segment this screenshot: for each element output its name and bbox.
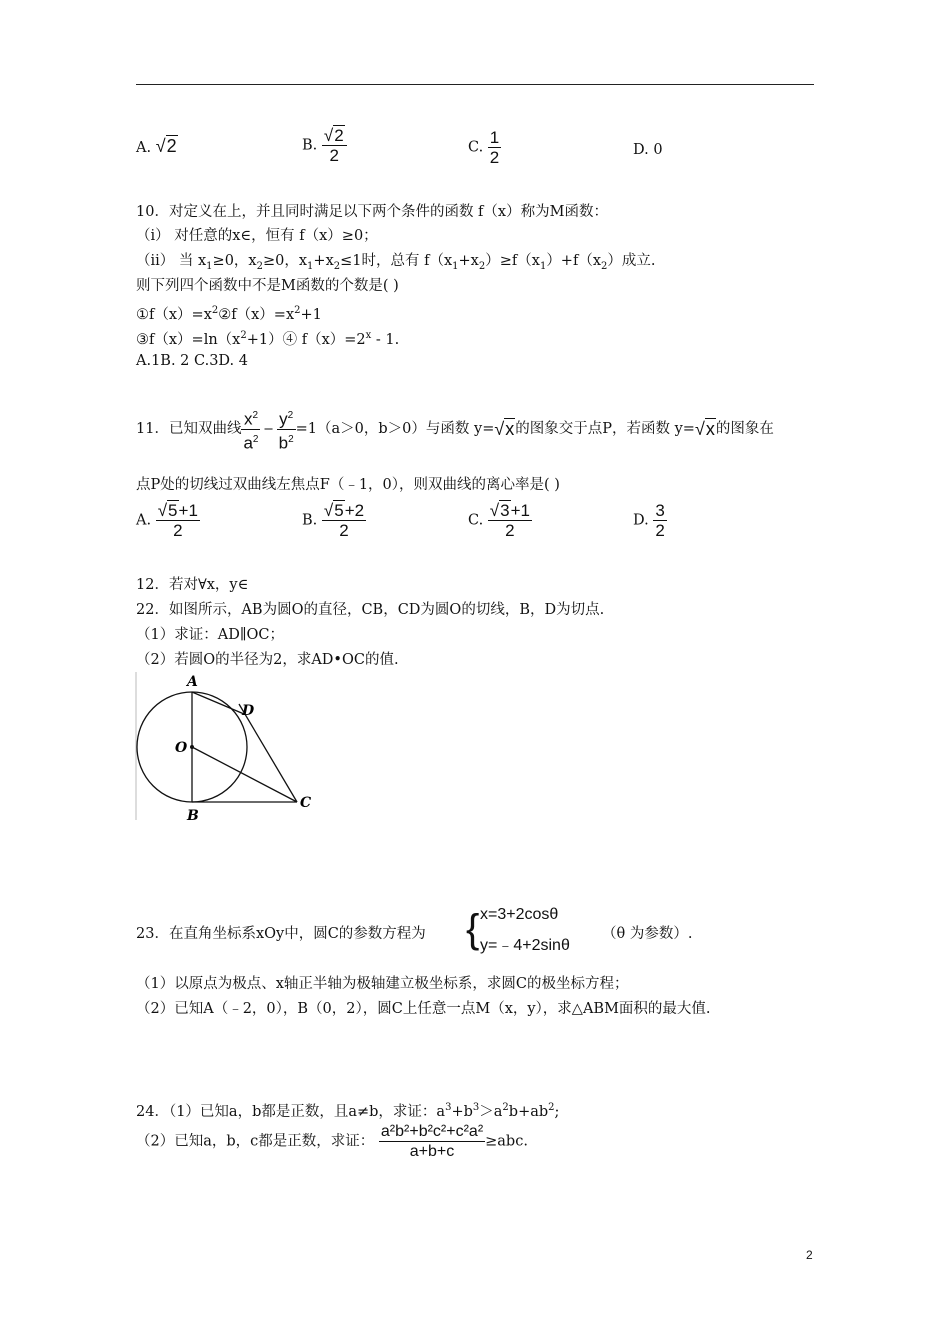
q24-part1: 24．（1）已知a，b都是正数，且a≠b，求证：$a^3+b^3>a^2b+ab^2$; [136,1102,560,1120]
q11-option-b: B. $\frac{√5+2}{2}$ [302,501,365,540]
geometry-figure [135,670,325,825]
q9-option-b: B. $\frac{√2}{2}$ [302,126,347,165]
q23-stem-b: （θ 为参数）. [602,926,693,942]
q23-eq1: x=3+2cosθ [480,906,559,923]
q24-part2: （2）已知a，b，c都是正数，求证： $\frac{\text{a²b²+b²c²+c²a²}}{a+b+c}$ ≥abc. [136,1123,528,1160]
q10-stem: 10．对定义在上，并且同时满足以下两个条件的函数 f（x）称为M函数： [136,204,608,220]
label-o: O [175,740,188,756]
q10-funcs-1: $①f(x)=x^2②f(x)=x^2+1$ [136,305,322,323]
q12-stem: 12．若对∀x，y∈ [136,577,249,593]
label-c: C [300,795,312,811]
q11-option-c: C. $\frac{√3+1}{2}$ [468,501,530,540]
q10-cond1: （i） 对任意的x∈，恒有 f（x）≥0； [136,228,378,244]
q23-eq2: y=﹣4+2sinθ [480,937,570,954]
q10-options: A.1B. 2 C.3D. 4 [136,353,248,369]
q23-stem-a: 23．在直角坐标系xOy中，圆C的参数方程为 [136,926,426,942]
header-rule [136,84,814,85]
q11-option-a: A. $\frac{√5+1}{2}$ [136,501,198,540]
page-number: 2 [806,1248,813,1262]
label-d: D [242,703,255,719]
q23-brace: { [466,907,480,951]
q10-question: 则下列四个函数中不是M函数的个数是( ) [136,278,399,294]
q23-part2: （2）已知A（﹣2，0），B（0，2），圆C上任意一点M（x，y），求△ABM面积的最大值. [136,1001,711,1017]
q9-option-c: C. $\frac{1}{2}$ [468,128,500,167]
q22-part2: （2）若圆O的半径为2，求AD•OC的值. [136,652,399,668]
q9-option-d: D. 0 [633,142,663,158]
q22-part1: （1）求证：AD∥OC； [136,627,285,643]
q11-line2: 点P处的切线过双曲线左焦点F（﹣1，0），则双曲线的离心率是( ) [136,477,560,493]
q22-stem: 22．如图所示，AB为圆O的直径，CB，CD为圆O的切线，B，D为切点. [136,602,605,618]
q9-option-a: A. √2 [136,136,177,156]
segment-ad [192,692,244,714]
q10-funcs-2: $③f(x)=\ln(x^2+1)④$ $f(x)=2^x - 1$. [136,330,400,348]
q11-option-d: D. $\frac{3}{2}$ [633,501,665,540]
q23-part1: （1）以原点为极点、x轴正半轴为极轴建立极坐标系，求圆C的极坐标方程； [136,976,629,992]
label-a: A [187,674,198,690]
q10-cond2: （ii） 当 $x_1\ge 0$，$x_2\ge 0$，$x_1+x_2\le 1$时，总有 $f(x_1+x_2)\ge f(x_1)+f(x_2)$成立. [136,253,656,272]
label-b: B [187,808,199,824]
center-point [190,745,194,749]
q11-stem: 11．已知双曲线 $\frac{x^2}{a^2}$ – $\frac{y^2}{b^2}$ =1（a＞0，b＞0）与函数 y=√x的图象交于点P，若函数 y=√x的图象在 [136,406,774,466]
